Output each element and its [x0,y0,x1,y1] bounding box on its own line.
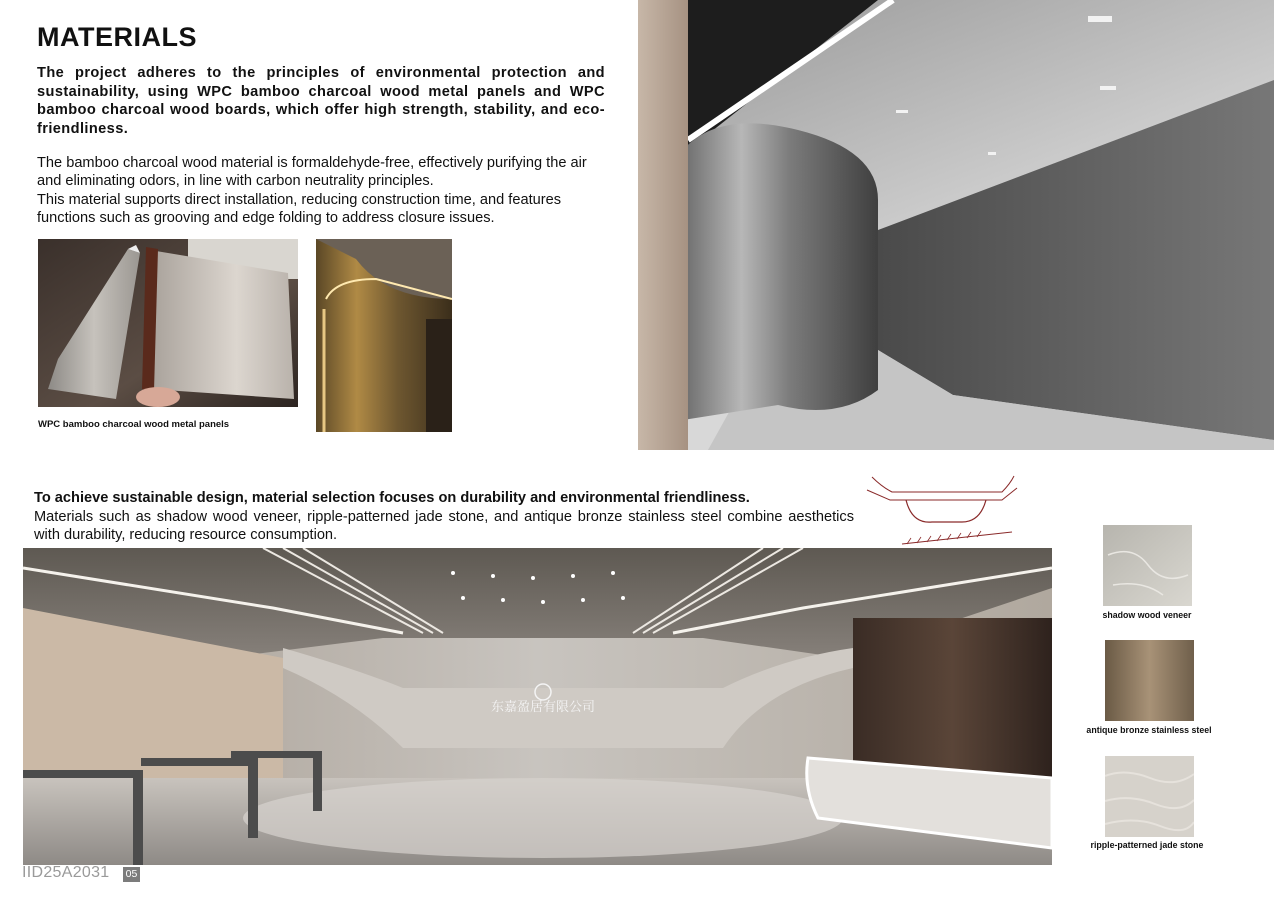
lead-paragraph: The project adheres to the principles of environmental protection and sustainability, using WPC bamboo charcoal wood metal panels and WPC bamboo charcoal wood boards, which offer high strength, stability, and eco-friendliness. [37,65,605,137]
paragraph-installation: This material supports direct installation, reducing construction time, and features functions such as grooving and edge folding to address closure issues. [37,191,562,227]
sample-label-3: ripple-patterned jade stone [1090,840,1204,850]
swatch-shadow-wood-veneer [1103,525,1192,606]
paragraph-formaldehyde: The bamboo charcoal wood material is formaldehyde-free, effectively purifying the air and eliminating odors, in line with carbon neutrality principles. [37,155,587,190]
sample-label-2: antique bronze stainless steel [1086,725,1212,735]
sample-label-1: shadow wood veneer [1102,610,1192,620]
section-heading: To achieve sustainable design, material selection focuses on durability and environmental friendliness. [34,490,750,506]
swatch-antique-bronze [1105,640,1194,721]
swatch-ripple-jade-stone [1105,756,1194,837]
panel-caption: WPC bamboo charcoal wood metal panels [38,419,230,430]
page-number: 05 [123,867,140,882]
logo-text: 东嘉盈居有限公司 [490,700,596,715]
metal-corridor-photo [638,0,1274,450]
gold-corridor-photo [316,239,452,432]
lobby-photo [23,548,1052,865]
footer-code: IID25A2031 [22,864,110,881]
ceiling-sketch [862,472,1022,548]
description [37,154,605,228]
page-title: MATERIALS [37,22,197,52]
panel-sample-photo [38,239,298,407]
section-text: Materials such as shadow wood veneer, ripple-patterned jade stone, and antique bronze stainless steel combine aesthetics with durability, reducing resource consumption. [34,509,854,544]
